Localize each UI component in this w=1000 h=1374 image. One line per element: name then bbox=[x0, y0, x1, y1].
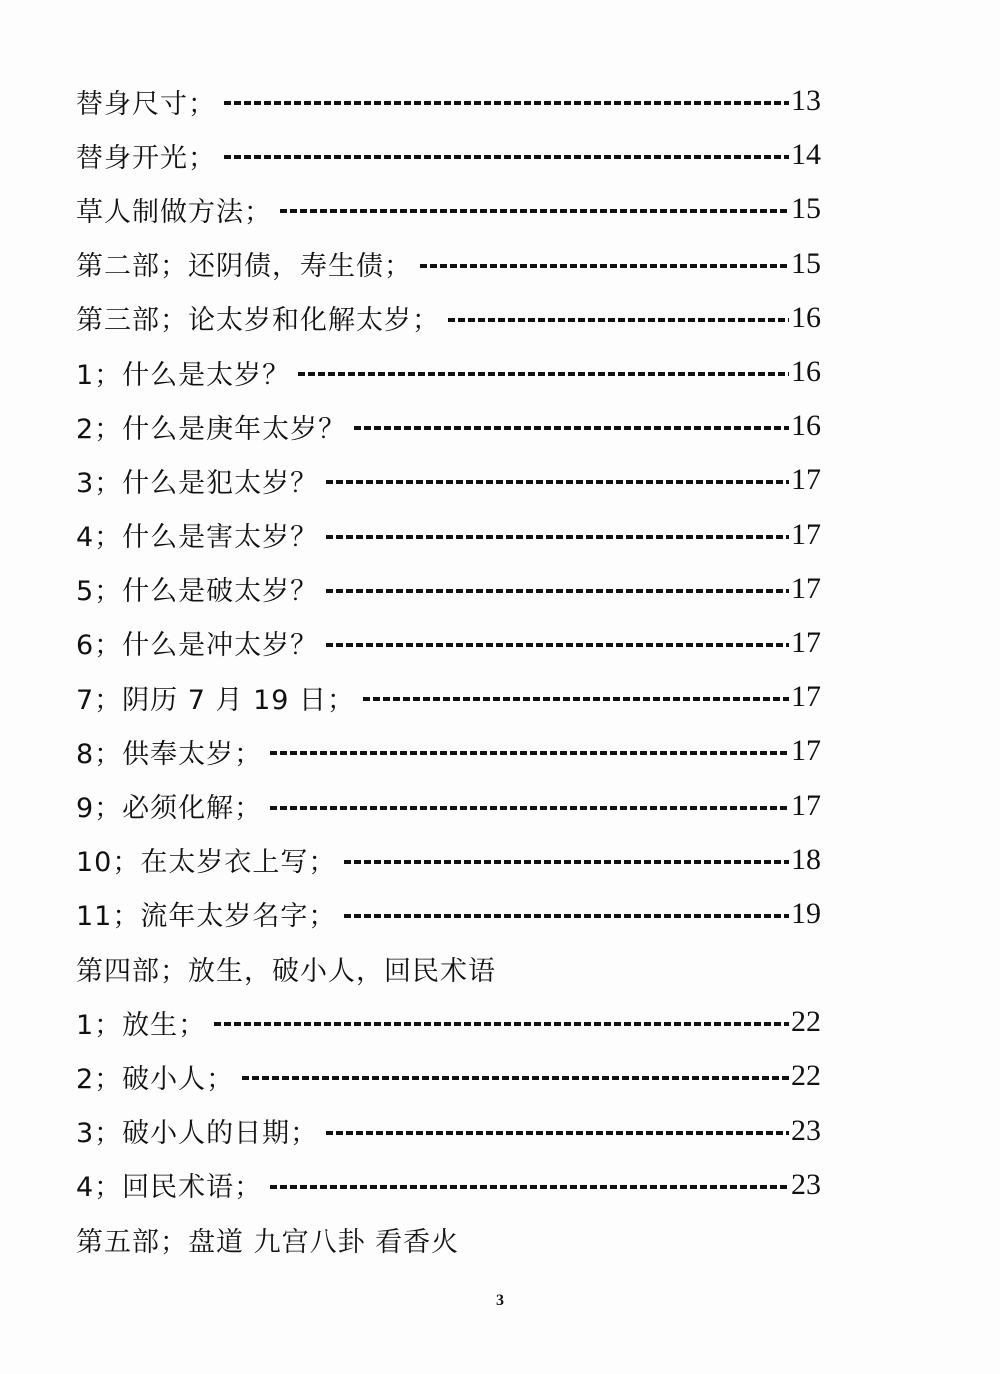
toc-entry-page: 15 bbox=[791, 192, 821, 226]
dot-leader bbox=[280, 209, 789, 213]
toc-entry-label: 2；什么是庚年太岁？ bbox=[76, 413, 347, 445]
toc-entry-label: 3；破小人的日期； bbox=[76, 1118, 319, 1150]
toc-entry bbox=[76, 724, 821, 778]
dot-leader bbox=[363, 697, 789, 701]
toc-entry-page: 22 bbox=[791, 1059, 821, 1093]
dot-leader bbox=[326, 643, 789, 647]
toc-entry-page: 23 bbox=[791, 1113, 821, 1147]
toc-entry bbox=[76, 453, 821, 507]
toc-entry-label: 10；在太岁衣上写； bbox=[76, 847, 337, 879]
toc-entry-label: 2；破小人； bbox=[76, 1063, 235, 1095]
toc-entry-page: 17 bbox=[791, 680, 821, 714]
toc-entry-label: 替身开光； bbox=[76, 142, 216, 174]
dot-leader bbox=[214, 1022, 789, 1026]
dot-leader bbox=[420, 264, 789, 268]
toc-entry bbox=[76, 562, 821, 616]
dot-leader bbox=[344, 914, 789, 918]
toc-entry bbox=[76, 237, 821, 291]
toc-entry-page: 15 bbox=[791, 246, 821, 280]
dot-leader bbox=[270, 751, 789, 755]
toc-entry-label: 6；什么是冲太岁？ bbox=[76, 630, 319, 662]
toc-entry bbox=[76, 399, 821, 453]
toc-entry bbox=[76, 128, 821, 182]
toc-entry-label: 11；流年太岁名字； bbox=[76, 901, 337, 933]
toc-entry-page: 23 bbox=[791, 1167, 821, 1201]
toc-entry-page: 22 bbox=[791, 1005, 821, 1039]
toc-section-heading bbox=[76, 941, 821, 995]
toc-section-heading bbox=[76, 1212, 821, 1266]
dot-leader bbox=[224, 155, 789, 159]
toc-entry-label: 草人制做方法； bbox=[76, 196, 272, 228]
dot-leader bbox=[242, 1076, 789, 1080]
toc-section-label: 第五部；盘道 九宫八卦 看香火 bbox=[76, 1226, 460, 1258]
toc-entry bbox=[76, 778, 821, 832]
toc-entry-label: 4；回民术语； bbox=[76, 1172, 263, 1204]
dot-leader bbox=[354, 426, 789, 430]
toc-entry-page: 17 bbox=[791, 734, 821, 768]
toc-entry-page: 16 bbox=[791, 409, 821, 443]
table-of-contents bbox=[76, 74, 821, 1266]
toc-entry-label: 1；放生； bbox=[76, 1009, 207, 1041]
toc-entry bbox=[76, 1104, 821, 1158]
toc-entry-label: 第三部；论太岁和化解太岁； bbox=[76, 305, 440, 337]
toc-entry-label: 替身尺寸； bbox=[76, 88, 216, 120]
toc-entry-page: 14 bbox=[791, 138, 821, 172]
dot-leader bbox=[326, 589, 789, 593]
toc-entry-page: 17 bbox=[791, 571, 821, 605]
dot-leader bbox=[326, 535, 789, 539]
toc-entry-page: 17 bbox=[791, 463, 821, 497]
toc-entry-label: 9；必须化解； bbox=[76, 793, 263, 825]
toc-entry bbox=[76, 1049, 821, 1103]
toc-entry bbox=[76, 1158, 821, 1212]
dot-leader bbox=[326, 480, 789, 484]
dot-leader bbox=[448, 318, 789, 322]
page-number: 3 bbox=[496, 1292, 504, 1309]
toc-entry bbox=[76, 833, 821, 887]
toc-entry-page: 17 bbox=[791, 517, 821, 551]
toc-entry-page: 13 bbox=[791, 84, 821, 118]
toc-entry bbox=[76, 508, 821, 562]
toc-entry bbox=[76, 670, 821, 724]
dot-leader bbox=[326, 1131, 789, 1135]
toc-entry-label: 8；供奉太岁； bbox=[76, 738, 263, 770]
dot-leader bbox=[270, 1185, 789, 1189]
toc-entry bbox=[76, 995, 821, 1049]
toc-entry-label: 5；什么是破太岁？ bbox=[76, 576, 319, 608]
toc-entry-label: 7；阴历 7 月 19 日； bbox=[76, 684, 356, 716]
toc-entry-label: 第二部；还阴债，寿生债； bbox=[76, 251, 412, 283]
dot-leader bbox=[224, 101, 789, 105]
toc-entry bbox=[76, 182, 821, 236]
toc-entry bbox=[76, 887, 821, 941]
toc-entry bbox=[76, 345, 821, 399]
toc-entry-page: 16 bbox=[791, 355, 821, 389]
toc-entry-page: 18 bbox=[791, 842, 821, 876]
toc-entry-label: 1；什么是太岁？ bbox=[76, 359, 291, 391]
dot-leader bbox=[298, 372, 789, 376]
toc-section-label: 第四部；放生，破小人，回民术语 bbox=[76, 955, 496, 987]
toc-entry-page: 19 bbox=[791, 896, 821, 930]
dot-leader bbox=[344, 860, 789, 864]
toc-entry bbox=[76, 291, 821, 345]
toc-entry-page: 17 bbox=[791, 625, 821, 659]
toc-entry bbox=[76, 74, 821, 128]
dot-leader bbox=[270, 806, 789, 810]
toc-entry-page: 17 bbox=[791, 788, 821, 822]
toc-entry bbox=[76, 616, 821, 670]
toc-entry-label: 3；什么是犯太岁？ bbox=[76, 467, 319, 499]
toc-entry-label: 4；什么是害太岁？ bbox=[76, 522, 319, 554]
toc-entry-page: 16 bbox=[791, 300, 821, 334]
